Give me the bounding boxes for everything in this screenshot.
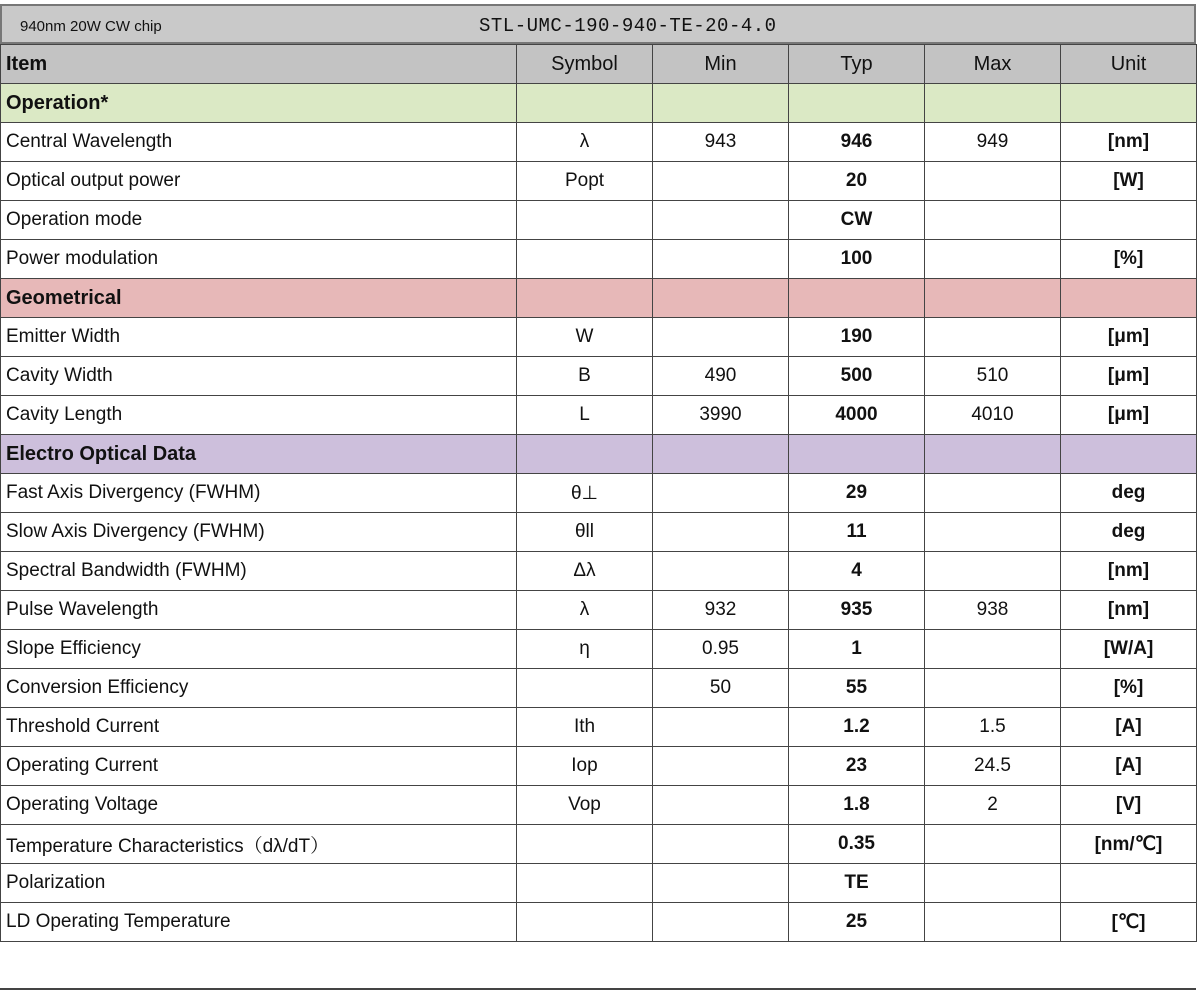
cell-unit: [A]	[1061, 747, 1197, 786]
section-cell	[1061, 435, 1197, 474]
cell-max	[925, 513, 1061, 552]
cell-unit: deg	[1061, 474, 1197, 513]
cell-item: Operation mode	[1, 201, 517, 240]
cell-min	[653, 513, 789, 552]
cell-min: 943	[653, 123, 789, 162]
cell-typ: 935	[789, 591, 925, 630]
section-cell	[653, 84, 789, 123]
header-unit: Unit	[1061, 45, 1197, 84]
cell-min: 3990	[653, 396, 789, 435]
cell-unit: [%]	[1061, 669, 1197, 708]
cell-min	[653, 864, 789, 903]
cell-unit: [μm]	[1061, 318, 1197, 357]
section-cell	[653, 279, 789, 318]
table-row	[1, 708, 1197, 747]
section-cell	[925, 279, 1061, 318]
cell-item: Pulse Wavelength	[1, 591, 517, 630]
cell-min: 0.95	[653, 630, 789, 669]
cell-max	[925, 474, 1061, 513]
cell-max	[925, 318, 1061, 357]
cell-typ: 946	[789, 123, 925, 162]
cell-unit: deg	[1061, 513, 1197, 552]
cell-typ: 20	[789, 162, 925, 201]
cell-symbol	[517, 825, 653, 864]
cell-min	[653, 201, 789, 240]
cell-item: Temperature Characteristics（dλ/dT）	[1, 825, 517, 864]
table-row	[1, 123, 1197, 162]
cell-symbol: θ⊥	[517, 474, 653, 513]
cell-max	[925, 552, 1061, 591]
section-title: Electro Optical Data	[1, 435, 517, 474]
table-row	[1, 396, 1197, 435]
cell-min	[653, 552, 789, 591]
section-cell	[653, 435, 789, 474]
cell-item: Emitter Width	[1, 318, 517, 357]
header-max: Max	[925, 45, 1061, 84]
cell-item: LD Operating Temperature	[1, 903, 517, 942]
header-row	[1, 45, 1197, 84]
cell-item: Fast Axis Divergency (FWHM)	[1, 474, 517, 513]
cell-unit: [nm]	[1061, 123, 1197, 162]
cell-min: 490	[653, 357, 789, 396]
cell-unit: [W/A]	[1061, 630, 1197, 669]
cell-item: Operating Current	[1, 747, 517, 786]
section-cell	[789, 279, 925, 318]
cell-item: Operating Voltage	[1, 786, 517, 825]
cell-max: 510	[925, 357, 1061, 396]
section-cell	[1061, 279, 1197, 318]
section-operation	[1, 84, 1197, 123]
cell-unit: [℃]	[1061, 903, 1197, 942]
table-row	[1, 162, 1197, 201]
cell-min	[653, 786, 789, 825]
cell-item: Slow Axis Divergency (FWHM)	[1, 513, 517, 552]
section-cell	[517, 84, 653, 123]
section-cell	[925, 84, 1061, 123]
title-bar	[0, 4, 1196, 44]
table-row	[1, 903, 1197, 942]
cell-typ: 25	[789, 903, 925, 942]
header-symbol: Symbol	[517, 45, 653, 84]
section-title: Geometrical	[1, 279, 517, 318]
cell-symbol: θll	[517, 513, 653, 552]
cell-typ: 55	[789, 669, 925, 708]
cell-typ: 1.2	[789, 708, 925, 747]
cell-unit	[1061, 864, 1197, 903]
cell-unit: [nm]	[1061, 591, 1197, 630]
cell-symbol: λ	[517, 591, 653, 630]
cell-symbol	[517, 669, 653, 708]
cell-item: Conversion Efficiency	[1, 669, 517, 708]
table-row	[1, 864, 1197, 903]
cell-typ: 4000	[789, 396, 925, 435]
cell-symbol: Popt	[517, 162, 653, 201]
cell-unit: [μm]	[1061, 396, 1197, 435]
cell-unit: [%]	[1061, 240, 1197, 279]
cell-item: Cavity Width	[1, 357, 517, 396]
cell-min: 50	[653, 669, 789, 708]
cell-typ: 500	[789, 357, 925, 396]
table-row	[1, 318, 1197, 357]
section-geometrical	[1, 279, 1197, 318]
cell-symbol: W	[517, 318, 653, 357]
cell-max	[925, 903, 1061, 942]
table-row	[1, 240, 1197, 279]
cell-symbol: Iop	[517, 747, 653, 786]
cell-symbol: B	[517, 357, 653, 396]
section-cell	[789, 84, 925, 123]
table-row	[1, 201, 1197, 240]
cell-typ: 23	[789, 747, 925, 786]
cell-item: Threshold Current	[1, 708, 517, 747]
cell-max	[925, 669, 1061, 708]
cell-typ: 100	[789, 240, 925, 279]
section-cell	[517, 435, 653, 474]
header-min: Min	[653, 45, 789, 84]
cell-max: 4010	[925, 396, 1061, 435]
cell-unit: [A]	[1061, 708, 1197, 747]
table-row	[1, 552, 1197, 591]
cell-min	[653, 318, 789, 357]
cell-item: Polarization	[1, 864, 517, 903]
cell-symbol: Δλ	[517, 552, 653, 591]
cell-max: 1.5	[925, 708, 1061, 747]
cell-max: 2	[925, 786, 1061, 825]
table-row	[1, 474, 1197, 513]
cell-max	[925, 630, 1061, 669]
cell-min	[653, 903, 789, 942]
cell-typ: 1	[789, 630, 925, 669]
header-item: Item	[1, 45, 517, 84]
cell-symbol: η	[517, 630, 653, 669]
section-cell	[925, 435, 1061, 474]
cell-min	[653, 747, 789, 786]
cell-item: Central Wavelength	[1, 123, 517, 162]
cell-unit: [V]	[1061, 786, 1197, 825]
section-electro-optical	[1, 435, 1197, 474]
cell-symbol	[517, 903, 653, 942]
cell-symbol: Ith	[517, 708, 653, 747]
cell-item: Cavity Length	[1, 396, 517, 435]
section-cell	[1061, 84, 1197, 123]
cell-symbol: λ	[517, 123, 653, 162]
cell-unit	[1061, 201, 1197, 240]
cell-min	[653, 708, 789, 747]
cell-max: 24.5	[925, 747, 1061, 786]
cell-typ: CW	[789, 201, 925, 240]
table-row	[1, 825, 1197, 864]
part-number: STL-UMC-190-940-TE-20-4.0	[479, 15, 777, 37]
cell-item: Slope Efficiency	[1, 630, 517, 669]
cell-typ: 11	[789, 513, 925, 552]
table-row	[1, 591, 1197, 630]
cell-typ: 0.35	[789, 825, 925, 864]
cell-max: 949	[925, 123, 1061, 162]
cell-max	[925, 201, 1061, 240]
spec-table	[0, 44, 1197, 942]
cell-max	[925, 825, 1061, 864]
chip-description: 940nm 20W CW chip	[20, 18, 162, 35]
cell-max	[925, 864, 1061, 903]
table-row	[1, 357, 1197, 396]
cell-max	[925, 162, 1061, 201]
cell-typ: TE	[789, 864, 925, 903]
cell-unit: [W]	[1061, 162, 1197, 201]
cell-max: 938	[925, 591, 1061, 630]
cell-symbol	[517, 201, 653, 240]
table-row	[1, 747, 1197, 786]
section-title: Operation*	[1, 84, 517, 123]
section-cell	[517, 279, 653, 318]
cell-typ: 4	[789, 552, 925, 591]
table-row	[1, 786, 1197, 825]
cell-min: 932	[653, 591, 789, 630]
cell-min	[653, 474, 789, 513]
cell-unit: [nm]	[1061, 552, 1197, 591]
cell-unit: [nm/℃]	[1061, 825, 1197, 864]
cell-item: Power modulation	[1, 240, 517, 279]
spec-sheet	[0, 4, 1196, 942]
header-typ: Typ	[789, 45, 925, 84]
cell-typ: 1.8	[789, 786, 925, 825]
cell-unit: [μm]	[1061, 357, 1197, 396]
cell-symbol: Vop	[517, 786, 653, 825]
cell-symbol	[517, 240, 653, 279]
bottom-border	[0, 988, 1196, 990]
cell-symbol: L	[517, 396, 653, 435]
cell-min	[653, 162, 789, 201]
table-row	[1, 630, 1197, 669]
cell-item: Spectral Bandwidth (FWHM)	[1, 552, 517, 591]
cell-item: Optical output power	[1, 162, 517, 201]
cell-symbol	[517, 864, 653, 903]
cell-typ: 29	[789, 474, 925, 513]
table-row	[1, 513, 1197, 552]
cell-typ: 190	[789, 318, 925, 357]
table-row	[1, 669, 1197, 708]
section-cell	[789, 435, 925, 474]
cell-min	[653, 240, 789, 279]
cell-min	[653, 825, 789, 864]
cell-max	[925, 240, 1061, 279]
